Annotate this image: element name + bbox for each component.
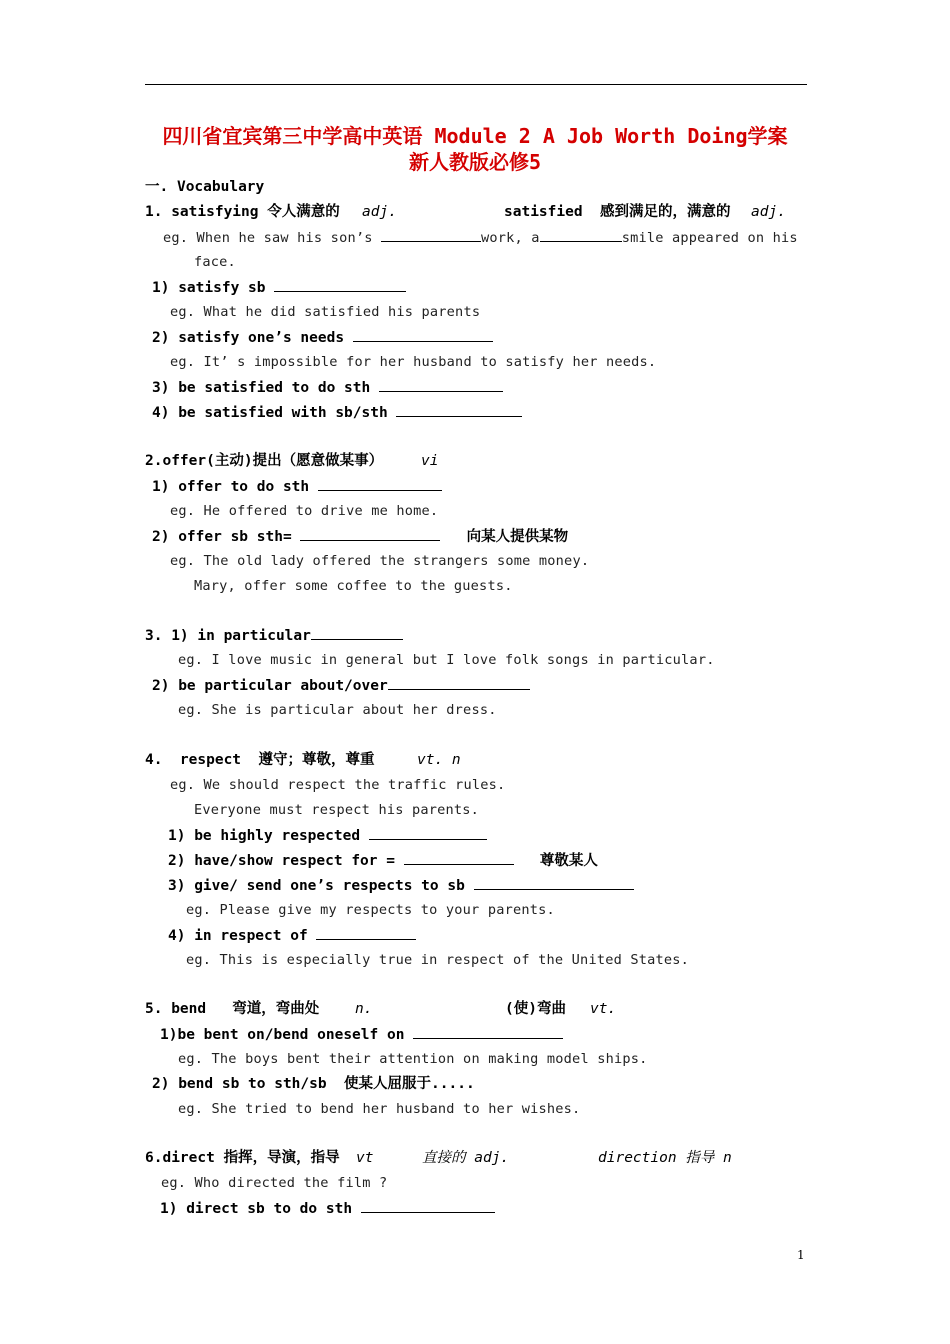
item4-sub4: 4) in respect of <box>168 925 416 946</box>
item1-pos2: adj. <box>751 204 786 220</box>
item1-sub1-example: eg. What he did satisfied his parents <box>170 304 481 320</box>
item2-sub2: 2) offer sb sth= 向某人提供某物 <box>152 526 568 547</box>
document-subtitle: 新人教版必修5 <box>408 150 542 174</box>
blank-line <box>316 925 416 940</box>
item4-sub4-example: eg. This is especially true in respect of the United States. <box>186 952 690 968</box>
blank-line <box>474 875 634 890</box>
item2-sub1-example: eg. He offered to drive me home. <box>170 503 439 519</box>
item6-word3: direction 指导 n <box>598 1150 732 1166</box>
blank-line <box>381 227 481 242</box>
item3-sub1: 3. 1) in particular <box>145 625 403 646</box>
blank-line <box>379 377 503 392</box>
item4-pos: vt. n <box>417 752 461 768</box>
item2-pos: vi <box>421 453 439 469</box>
item5-sub1-example: eg. The boys bent their attention on making model ships. <box>178 1051 648 1067</box>
header-rule <box>145 84 807 85</box>
item6-head: 6.direct 指挥，导演，指导 <box>145 1150 340 1166</box>
item1-example: eg. When he saw his son’s work, a smile appeared on his <box>163 227 798 248</box>
item4-sub2: 2) have/show respect for = 尊敬某人 <box>168 850 598 871</box>
blank-line <box>369 825 487 840</box>
item5-sub1: 1)be bent on/bend oneself on <box>160 1024 563 1045</box>
item1-pos1: adj. <box>362 204 397 220</box>
item3-sub2-example: eg. She is particular about her dress. <box>178 702 497 718</box>
item4-sub1: 1) be highly respected <box>168 825 487 846</box>
blank-line <box>311 625 403 640</box>
item2-sub2-example2: Mary, offer some coffee to the guests. <box>194 578 513 594</box>
page-number: 1 <box>797 1248 805 1262</box>
item2-head: 2.offer(主动)提出（愿意做某事） <box>145 453 384 469</box>
item5-sub2-example: eg. She tried to bend her husband to her wishes. <box>178 1101 581 1117</box>
item4-sub3: 3) give/ send one’s respects to sb <box>168 875 634 896</box>
item5-head: 5. bend 弯道，弯曲处 <box>145 1001 320 1017</box>
item4-example2: Everyone must respect his parents. <box>194 802 480 818</box>
blank-line <box>396 402 522 417</box>
item1-head: 1. satisfying 令人满意的 <box>145 204 340 220</box>
item3-sub2: 2) be particular about/over <box>152 675 530 696</box>
blank-line <box>540 227 622 242</box>
item4-head: 4. respect 遵守；尊敬，尊重 <box>145 752 375 768</box>
item1-word2: satisfied 感到满足的，满意的 <box>504 204 731 220</box>
item6-pos1: vt <box>356 1150 374 1166</box>
document-title: 四川省宜宾第三中学高中英语 Module 2 A Job Worth Doing学案 <box>162 124 788 148</box>
blank-line <box>361 1198 495 1213</box>
item5-word2: (使)弯曲 <box>505 1001 566 1017</box>
item5-sub2: 2) bend sb to sth/sb 使某人屈服于..... <box>152 1076 475 1092</box>
item4-example: eg. We should respect the traffic rules. <box>170 777 506 793</box>
item6-word2: 直接的 adj. <box>422 1150 510 1166</box>
item6-sub1: 1) direct sb to do sth <box>160 1198 495 1219</box>
blank-line <box>388 675 530 690</box>
blank-line <box>300 526 440 541</box>
blank-line <box>353 327 493 342</box>
item4-sub3-example: eg. Please give my respects to your parents. <box>186 902 555 918</box>
item3-sub1-example: eg. I love music in general but I love folk songs in particular. <box>178 652 715 668</box>
blank-line <box>413 1024 563 1039</box>
item2-sub1: 1) offer to do sth <box>152 476 442 497</box>
blank-line <box>318 476 442 491</box>
item5-pos1: n. <box>355 1001 373 1017</box>
item1-sub1: 1) satisfy sb <box>152 277 406 298</box>
blank-line <box>404 850 514 865</box>
item1-sub2: 2) satisfy one’s needs <box>152 327 493 348</box>
item2-sub2-example: eg. The old lady offered the strangers some money. <box>170 553 590 569</box>
item6-example: eg. Who directed the film ? <box>161 1175 388 1191</box>
item1-sub3: 3) be satisfied to do sth <box>152 377 503 398</box>
blank-line <box>274 277 406 292</box>
item1-sub4: 4) be satisfied with sb/sth <box>152 402 522 423</box>
item1-sub2-example: eg. It’ s impossible for her husband to satisfy her needs. <box>170 354 657 370</box>
section-heading: 一. Vocabulary <box>145 179 265 195</box>
item1-example-cont: face. <box>194 254 236 270</box>
item5-pos2: vt. <box>590 1001 617 1017</box>
